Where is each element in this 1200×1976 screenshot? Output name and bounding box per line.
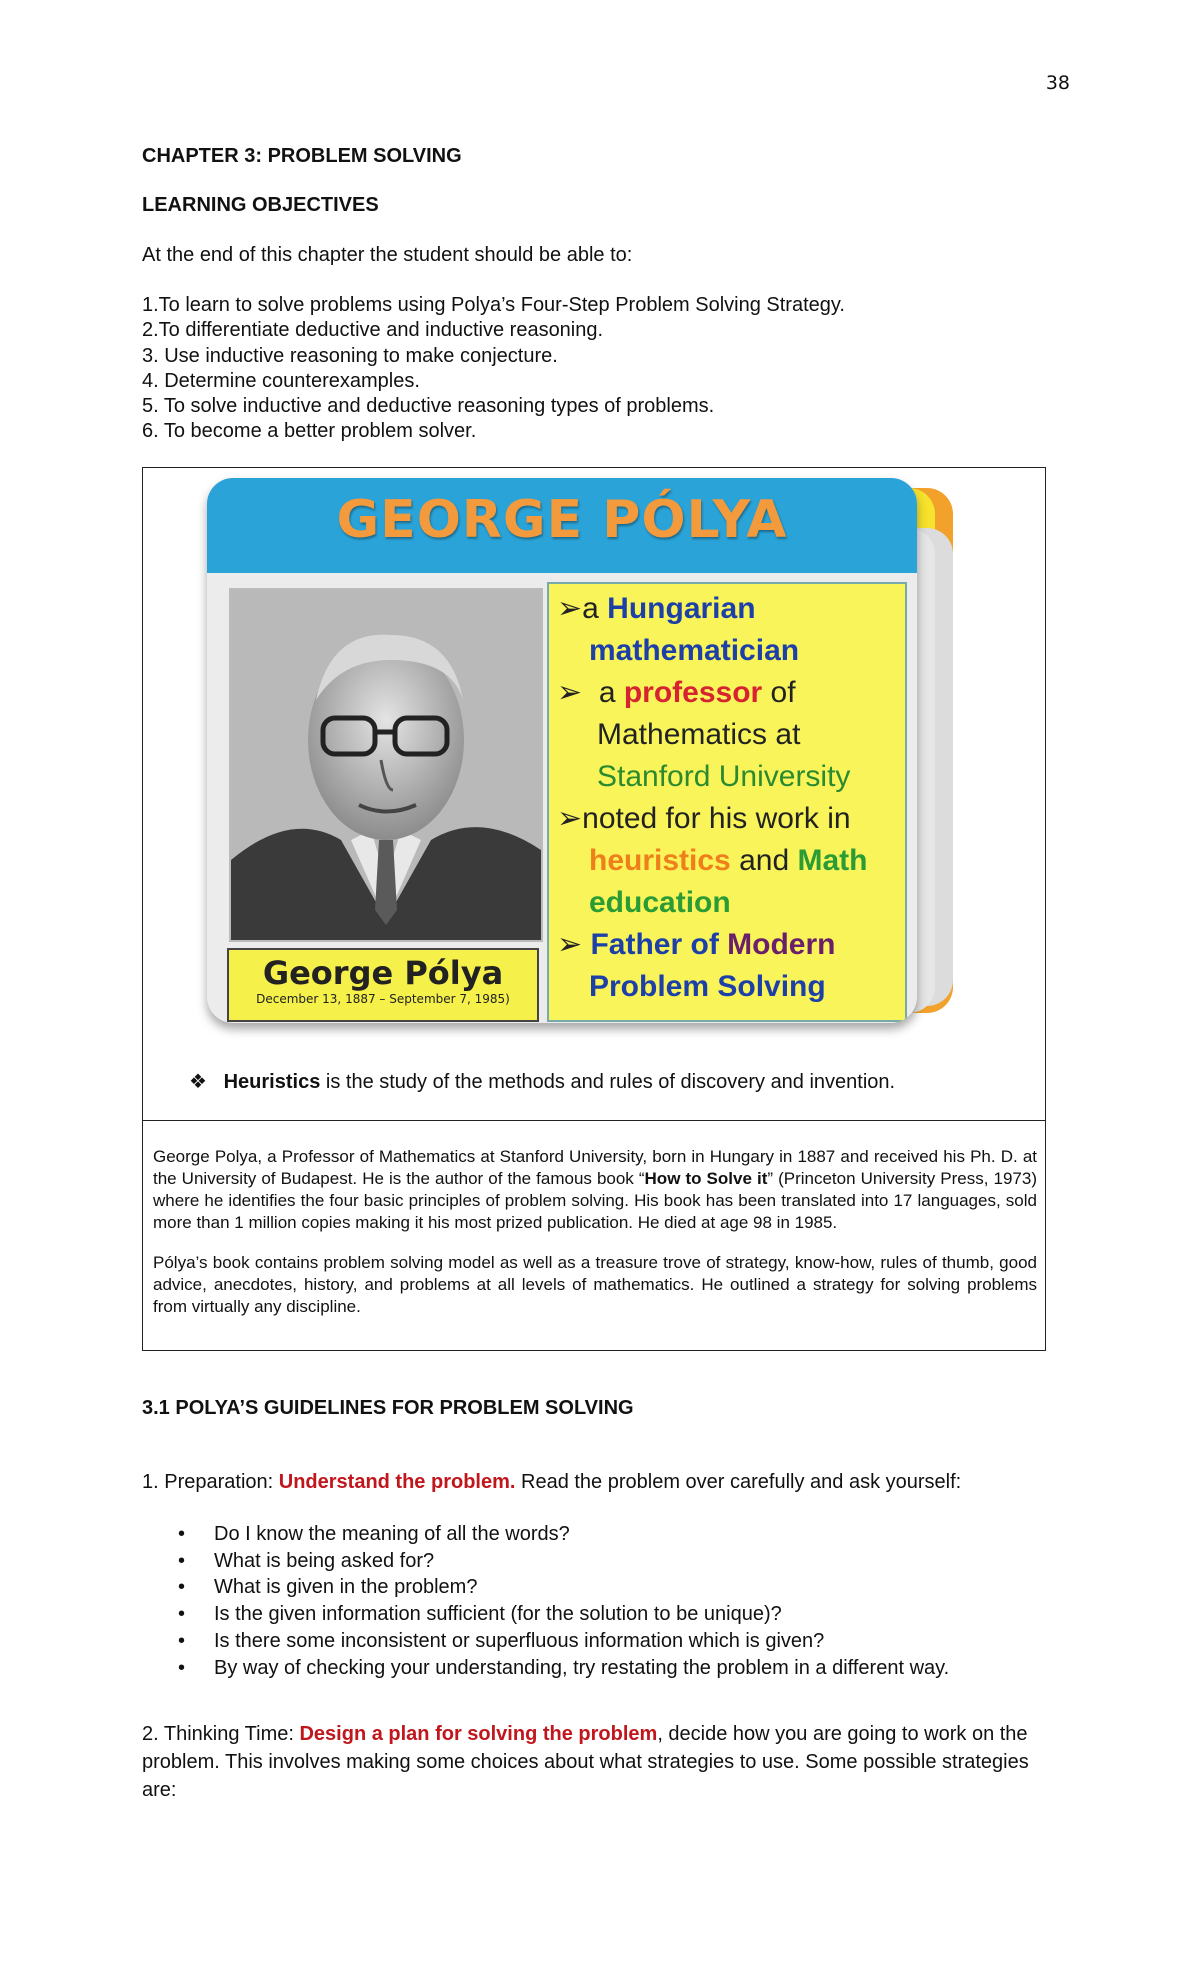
polya-biography xyxy=(153,1146,1037,1336)
list-item: • Is the given information sufficient (for the solution to be unique)? xyxy=(142,1601,949,1628)
nameplate-name: George Pólya xyxy=(262,954,504,992)
box-divider xyxy=(143,1120,1045,1121)
step-1: 1. Preparation: Understand the problem. Read the problem over carefully and ask yourself: xyxy=(142,1471,962,1493)
fact-line: ➢a Hungarian xyxy=(557,592,756,625)
fact-line: ➢ a professor of xyxy=(557,676,796,709)
card-banner-title: GEORGE PÓLYA xyxy=(336,490,788,550)
fact-line: mathematician xyxy=(589,634,800,667)
fact-line: Mathematics at xyxy=(597,718,801,751)
objectives-list xyxy=(142,293,845,445)
objectives-intro: At the end of this chapter the student should be able to: xyxy=(142,244,633,266)
section-heading: 3.1 POLYA’S GUIDELINES FOR PROBLEM SOLVING xyxy=(142,1397,634,1419)
fact-line: ➢noted for his work in xyxy=(557,802,851,835)
fact-line: Stanford University xyxy=(597,760,851,793)
portrait-illustration xyxy=(231,590,541,940)
fact-line: heuristics and Math xyxy=(589,844,868,877)
arrow-bullet-icon: ➢ xyxy=(557,592,583,625)
nameplate xyxy=(227,948,539,1022)
bio-paragraph: George Polya, a Professor of Mathematics at Stanford University, born in Hungary in 1887 and received his Ph. D. at the University of Budapest. He is the author of the famous book “How to Solve it” (Princeton University Press, 1973) where he identifies the four basic principles of problem solving. His book has been translated into 17 languages, sold more than 1 million copies making it his most prized publication. He died at age 98 in 1985. xyxy=(153,1147,1037,1232)
objective-item: 1.To learn to solve problems using Polya’s Four-Step Problem Solving Strategy. xyxy=(142,294,845,316)
list-item: • What is given in the problem? xyxy=(142,1574,949,1601)
arrow-bullet-icon: ➢ xyxy=(557,802,583,835)
arrow-bullet-icon: ➢ xyxy=(557,928,583,961)
list-item: • Do I know the meaning of all the words? xyxy=(142,1521,949,1548)
objectives-heading: LEARNING OBJECTIVES xyxy=(142,194,379,216)
card-front xyxy=(207,478,917,1023)
list-item: • Is there some inconsistent or superfluous information which is given? xyxy=(142,1628,949,1655)
nameplate-dates: December 13, 1887 – September 7, 1985) xyxy=(256,992,510,1006)
step-2: 2. Thinking Time: Design a plan for solving the problem, decide how you are going to work on the problem. This involves making some choices about what strategies to use. Some possible strategies are: xyxy=(142,1723,1029,1801)
bio-paragraph: Pólya’s book contains problem solving model as well as a treasure trove of strategy, know-how, rules of thumb, good advice, anecdotes, history, and problems at all levels of mathematics. He outlined a strategy for solving problems from virtually any discipline. xyxy=(153,1253,1037,1316)
objective-item: 4. Determine counterexamples. xyxy=(142,369,420,392)
diamond-bullet-icon: ❖ xyxy=(189,1071,207,1093)
polya-card xyxy=(207,478,967,1038)
heuristics-definition: ❖ Heuristics is the study of the methods and rules of discovery and invention. xyxy=(189,1071,896,1093)
fact-line: ➢ Father of Modern xyxy=(557,928,836,961)
objective-item: 5. To solve inductive and deductive reasoning types of problems. xyxy=(142,395,715,418)
list-item: • By way of checking your understanding, try restating the problem in a different way. xyxy=(142,1655,949,1682)
facts-panel xyxy=(547,582,907,1022)
chapter-title: CHAPTER 3: PROBLEM SOLVING xyxy=(142,145,462,167)
list-item: • What is being asked for? xyxy=(142,1548,949,1575)
objective-item: 6. To become a better problem solver. xyxy=(142,420,477,443)
polya-info-box xyxy=(142,467,1046,1351)
page-number: 38 xyxy=(1045,72,1070,94)
fact-line: Problem Solving xyxy=(589,970,826,1003)
card-banner xyxy=(207,478,917,573)
polya-portrait xyxy=(229,588,543,942)
fact-line: education xyxy=(589,886,731,919)
objective-item: 2.To differentiate deductive and inductive reasoning. xyxy=(142,319,604,342)
question-list xyxy=(142,1521,949,1681)
objective-item: 3. Use inductive reasoning to make conjecture. xyxy=(142,344,558,367)
arrow-bullet-icon: ➢ xyxy=(557,676,583,709)
